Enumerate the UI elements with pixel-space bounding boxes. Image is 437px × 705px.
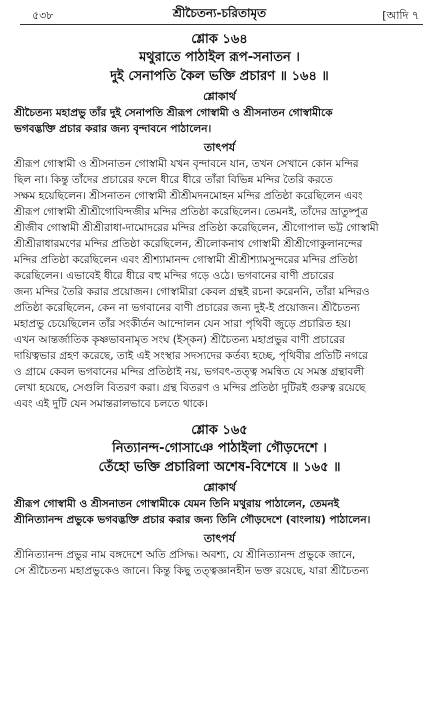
translation-heading: শ্লোকার্থ — [203, 481, 236, 494]
text-line: জন্য মন্দির তৈরি করার প্রয়োজন। গোস্বামীরা কেবল গ্রন্থই রচনা করেননি, তাঁরা মন্দিরও — [14, 286, 370, 298]
page-number: ৫৩৮ — [32, 9, 54, 22]
text-line: এবং এই দুটি যেন সমান্তরালভাবে চলতে থাকে। — [14, 398, 209, 410]
text-line: শ্রীরূপ গোস্বামী ও শ্রীসনাতন গোস্বামীকে যেমন তিনি মথুরায় পাঠালেন, তেমনই — [14, 498, 340, 510]
verse-line: তেঁহো ভক্তি প্রচারিলা অশেষ-বিশেষে ॥ ১৬৫ ॥ — [98, 460, 341, 475]
translation-heading: শ্লোকার্থ — [203, 90, 236, 103]
text-line: শ্রীরূপ গোস্বামী শ্রীশ্রীগোবিন্দজীর মন্দির প্রতিষ্ঠা করেছিলেন। তেমনই, তাঁদের ভ্রাতুষ্পুত্র — [14, 206, 368, 218]
text-line: শ্রীচৈতন্য মহাপ্রভু তাঁর দুই সেনাপতি শ্রীরূপ গোস্বামী ও শ্রীসনাতন গোস্বামীকে — [14, 107, 333, 119]
text-line: সক্ষম হয়েছিলেন। শ্রীসনাতন গোস্বামী শ্রীশ্রীমদনমোহন মন্দির প্রতিষ্ঠা করেছিলেন এবং — [14, 190, 363, 202]
text-line: প্রতিষ্ঠা করেছিলেন, কেন না ভগবানের বাণী প্রচারের জন্য দুই-ই প্রয়োজন। শ্রীচৈতন্য — [14, 302, 360, 314]
text-line: এখন আন্তর্জাতিক কৃষ্ণভাবনামৃত সংঘ (ইস্‌কন) শ্রীচৈতন্য মহাপ্রভুর বাণী প্রচারের — [14, 334, 345, 346]
text-line: সে শ্রীচৈতন্য মহাপ্রভুকেও জানে। কিন্তু কিছু তত্ত্বজ্ঞানহীন ভক্ত রয়েছে, যারা শ্রীচৈতন্য — [14, 565, 369, 577]
text-line: মহাপ্রভু চেয়েছিলেন তাঁর সংকীর্তন আন্দোলন যেন সারা পৃথিবী জুড়ে প্রচারিত হয়। — [14, 318, 352, 330]
verse-line: নিত্যানন্দ-গোসাঞে পাঠাইলা গৌড়দেশে । — [112, 441, 327, 456]
translation-text — [14, 496, 425, 528]
verse-line: দুই সেনাপতি কৈল ভক্তি প্রচারণ ॥ ১৬৪ ॥ — [110, 69, 329, 84]
text-line: ছিল না। কিন্তু তাঁদের প্রচারের ফলে ধীরে ধীরে তাঁরা বিভিন্ন মন্দির তৈরি করতে — [14, 174, 333, 186]
purport-heading: তাৎপর্য — [203, 532, 236, 545]
verse-number: শ্লোক ১৬৫ — [191, 423, 248, 438]
text-line: শ্রীনিত্যানন্দ প্রভুকে ভগবদ্ভক্তি প্রচার করার জন্য তিনি গৌড়দেশে (বাংলায়) পাঠালেন। — [14, 514, 371, 526]
text-line: লেখা হয়েছে, সেগুলি বিতরণ করা। গ্রন্থ বিতরণ ও মন্দির প্রতিষ্ঠা দুটিরই গুরুত্ব রয়েছে — [14, 382, 366, 394]
translation-text — [14, 105, 425, 137]
purport-text — [14, 547, 425, 579]
purport-text — [14, 156, 425, 412]
text-line: ভগবদ্ভক্তি প্রচার করার জন্য বৃন্দাবনে পাঠালেন। — [14, 123, 212, 135]
text-line: মন্দির প্রতিষ্ঠা করেছিলেন এবং শ্রীশ্যামানন্দ গোস্বামী শ্রীশ্রীশ্যামসুন্দরের মন্দির প্রতিষ্ঠা — [14, 254, 358, 266]
text-line: শ্রীনিত্যানন্দ প্রভুর নাম বঙ্গদেশে অতি প্রসিদ্ধ। অবশ্য, যে শ্রীনিত্যানন্দ প্রভুকে জানে, — [14, 549, 356, 561]
chapter-reference: [আদি ৭ — [382, 9, 419, 22]
text-line: শ্রীশ্রীরাধারমণের মন্দির প্রতিষ্ঠা করেছিলেন, শ্রীলোকনাথ গোস্বামী শ্রীশ্রীগোকুলানন্দের — [14, 238, 363, 250]
text-line: শ্রীরূপ গোস্বামী ও শ্রীসনাতন গোস্বামী যখন বৃন্দাবনে যান, তখন সেখানে কোন মন্দির — [14, 158, 359, 170]
text-line: শ্রীজীব গোস্বামী শ্রীশ্রীরাধা-দামোদরের মন্দির প্রতিষ্ঠা করেছিলেন, শ্রীগোপাল ভট্ট গোস্বামী — [14, 222, 379, 234]
verse-line: মথুরাতে পাঠাইল রূপ-সনাতন । — [139, 50, 300, 65]
verse-number: শ্লোক ১৬৪ — [191, 32, 248, 47]
text-line: করেছিলেন। এভাবেই ধীরে ধীরে বহু মন্দির গড়ে ওঠে। ভগবানের বাণী প্রচারের — [14, 270, 335, 282]
purport-heading: তাৎপর্য — [203, 141, 236, 154]
text-line: দায়িত্বভার গ্রহণ করেছে, তাই এই সংস্থার সদস্যদের কর্তব্য হচ্ছে, পৃথিবীর প্রতিটি নগরে — [14, 350, 368, 362]
page-title: শ্রীচৈতন্য-চরিতামৃত — [172, 6, 267, 20]
text-line: ও গ্রামে কেবল ভগবানের মন্দির প্রতিষ্ঠাই নয়, ভগবৎ-তত্ত্ব সমন্বিত যে সমস্ত গ্রন্থাবলী — [14, 366, 365, 378]
page-header — [14, 0, 425, 24]
